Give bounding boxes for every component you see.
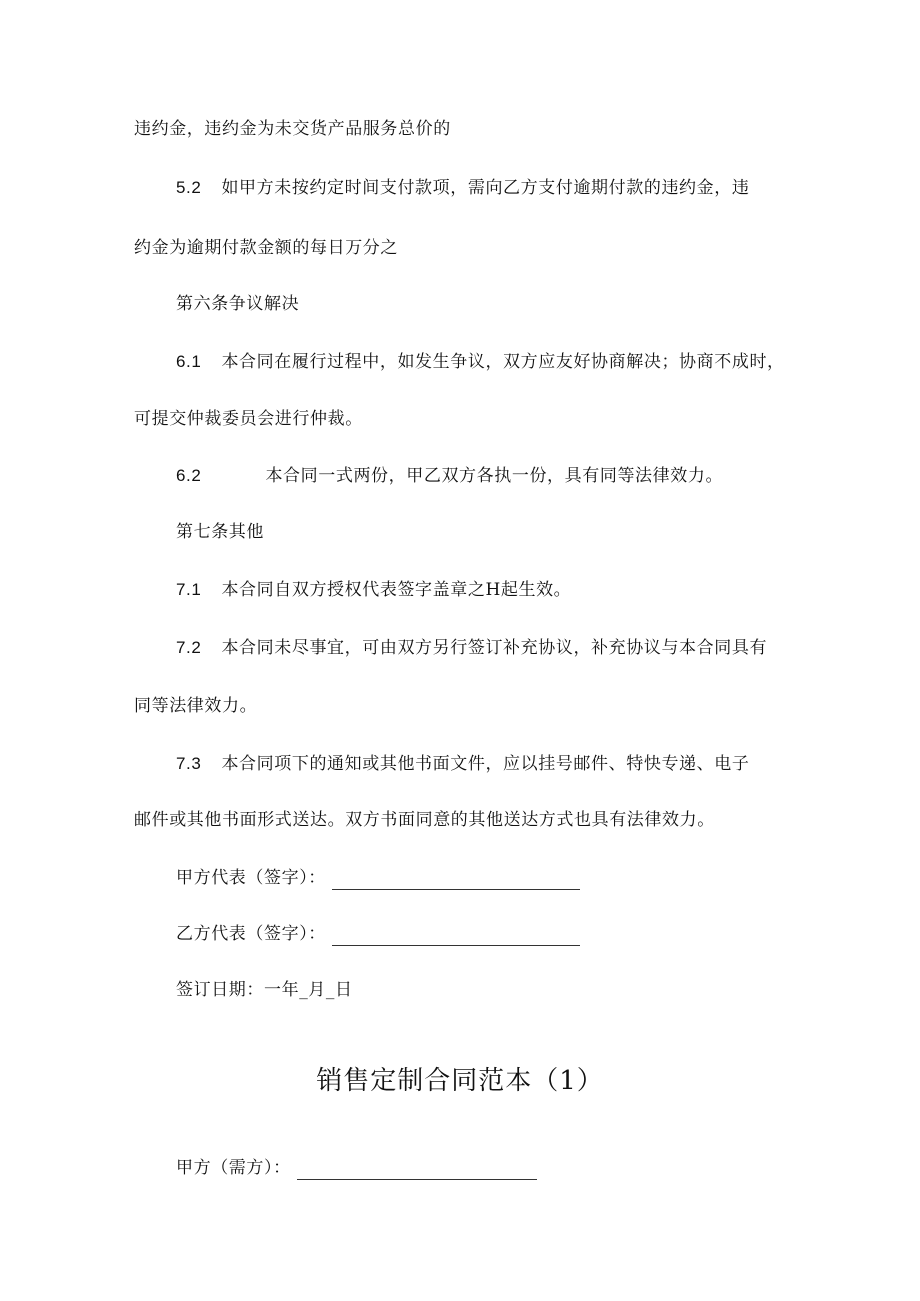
clause-7-2-continued: 同等法律效力。 [134, 696, 258, 716]
clause-5-2 [176, 176, 749, 200]
clause-text: 本合同一式两份，甲乙双方各执一份，具有同等法律效力。 [265, 466, 724, 486]
clause-number: 7.2 [176, 638, 202, 657]
clause-number: 7.3 [176, 754, 202, 773]
clause-text: 本合同未尽事宜，可由双方另行签订补充协议，补充协议与本合同具有 [221, 638, 768, 658]
party-a-signature-row [176, 866, 580, 890]
clause-6-1-continued: 可提交仲裁委员会进行仲裁。 [134, 409, 363, 429]
article-heading-7: 第七条其他 [176, 522, 264, 542]
sign-date: 签订日期：一年_月_日 [176, 980, 353, 1000]
party-a-signature-line[interactable] [332, 869, 580, 890]
clause-7-1 [176, 578, 571, 602]
party-a-rep-label: 甲方代表（签字）： [176, 868, 326, 888]
clause-7-2 [176, 636, 767, 660]
clause-number: 6.2 [176, 466, 202, 485]
article-heading-6: 第六条争议解决 [176, 294, 300, 314]
text-line: 违约金，违约金为未交货产品服务总价的 [134, 119, 451, 139]
party-a-label: 甲方（需方）： [176, 1158, 291, 1178]
clause-5-2-continued: 约金为逾期付款金额的每日万分之 [134, 238, 398, 258]
party-a-row [176, 1156, 537, 1180]
clause-text: 本合同自双方授权代表签字盖章之H起生效。 [221, 580, 572, 600]
clause-7-3 [176, 752, 749, 776]
clause-7-3-continued: 邮件或其他书面形式送达。双方书面同意的其他送达方式也具有法律效力。 [134, 810, 715, 830]
clause-number: 5.2 [176, 178, 202, 197]
clause-text: 本合同在履行过程中，如发生争议，双方应友好协商解决；协商不成时， [221, 352, 785, 372]
document-title: 销售定制合同范本（1） [316, 1066, 604, 1096]
party-b-signature-line[interactable] [332, 925, 580, 946]
clause-number: 6.1 [176, 352, 202, 371]
clause-number: 7.1 [176, 580, 202, 599]
clause-text: 本合同项下的通知或其他书面文件，应以挂号邮件、特快专递、电子 [221, 754, 750, 774]
clause-text: 如甲方未按约定时间支付款项，需向乙方支付逾期付款的违约金，违 [221, 178, 750, 198]
party-a-name-line[interactable] [297, 1159, 537, 1180]
clause-6-2 [176, 464, 723, 488]
party-b-rep-label: 乙方代表（签字）： [176, 924, 326, 944]
clause-6-1 [176, 350, 785, 374]
party-b-signature-row [176, 922, 580, 946]
